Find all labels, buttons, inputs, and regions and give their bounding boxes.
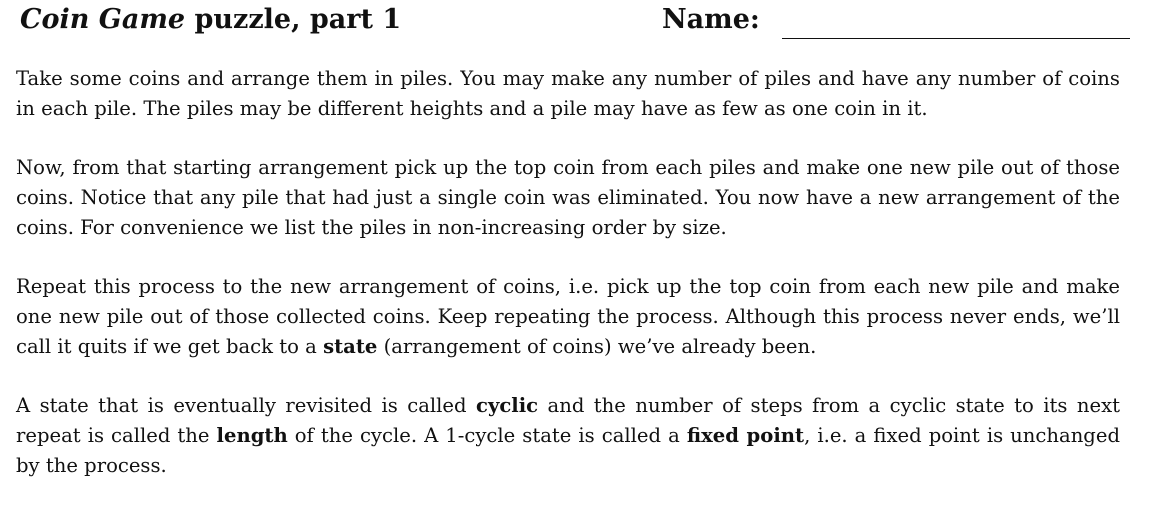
title-game-name: Coin Game	[20, 4, 186, 35]
term-length: length	[216, 424, 288, 447]
paragraph-definitions-text-1: A state that is eventually revisited is called	[16, 394, 477, 417]
paragraph-definitions-text-2: and the number of steps from a cyclic state to its next repeat is called the	[16, 394, 1120, 447]
name-blank-line	[782, 38, 1130, 39]
paragraph-repeat-text-1: Repeat this process to the new arrangement of coins, i.e. pick up the top coin from each new pile and make one new pile out of those collected coins. Keep repeating the process. Although this process never ends, we’ll call it quits if we get back to a	[16, 275, 1120, 358]
term-state: state	[323, 335, 378, 358]
paragraph-definitions	[16, 391, 1120, 481]
paragraph-definitions-text-4: , i.e. a fixed point is unchanged by the process.	[16, 424, 1120, 477]
paragraph-repeat-text-2: (arrangement of coins) we’ve already been.	[377, 335, 817, 358]
page-title	[20, 4, 401, 35]
worksheet-body	[16, 64, 1120, 510]
worksheet-header	[20, 2, 1130, 48]
paragraph-process: Now, from that starting arrangement pick up the top coin from each piles and make one new pile out of those coins. Notice that any pile that had just a single coin was eliminated. You now have a new arrangement of the coins. For convenience we list the piles in non-increasing order by size.	[16, 156, 1120, 239]
paragraph-repeat	[16, 272, 1120, 362]
paragraph-setup: Take some coins and arrange them in piles. You may make any number of piles and have any number of coins in each pile. The piles may be different heights and a pile may have as few as one coin in it.	[16, 67, 1120, 120]
title-subtitle: puzzle, part 1	[185, 4, 402, 35]
term-fixed-point: fixed point	[686, 424, 805, 447]
name-field	[662, 4, 1130, 44]
paragraph-definitions-text-3: of the cycle. A 1-cycle state is called a	[287, 424, 687, 447]
name-label: Name:	[662, 4, 760, 35]
term-cyclic: cyclic	[476, 394, 539, 417]
